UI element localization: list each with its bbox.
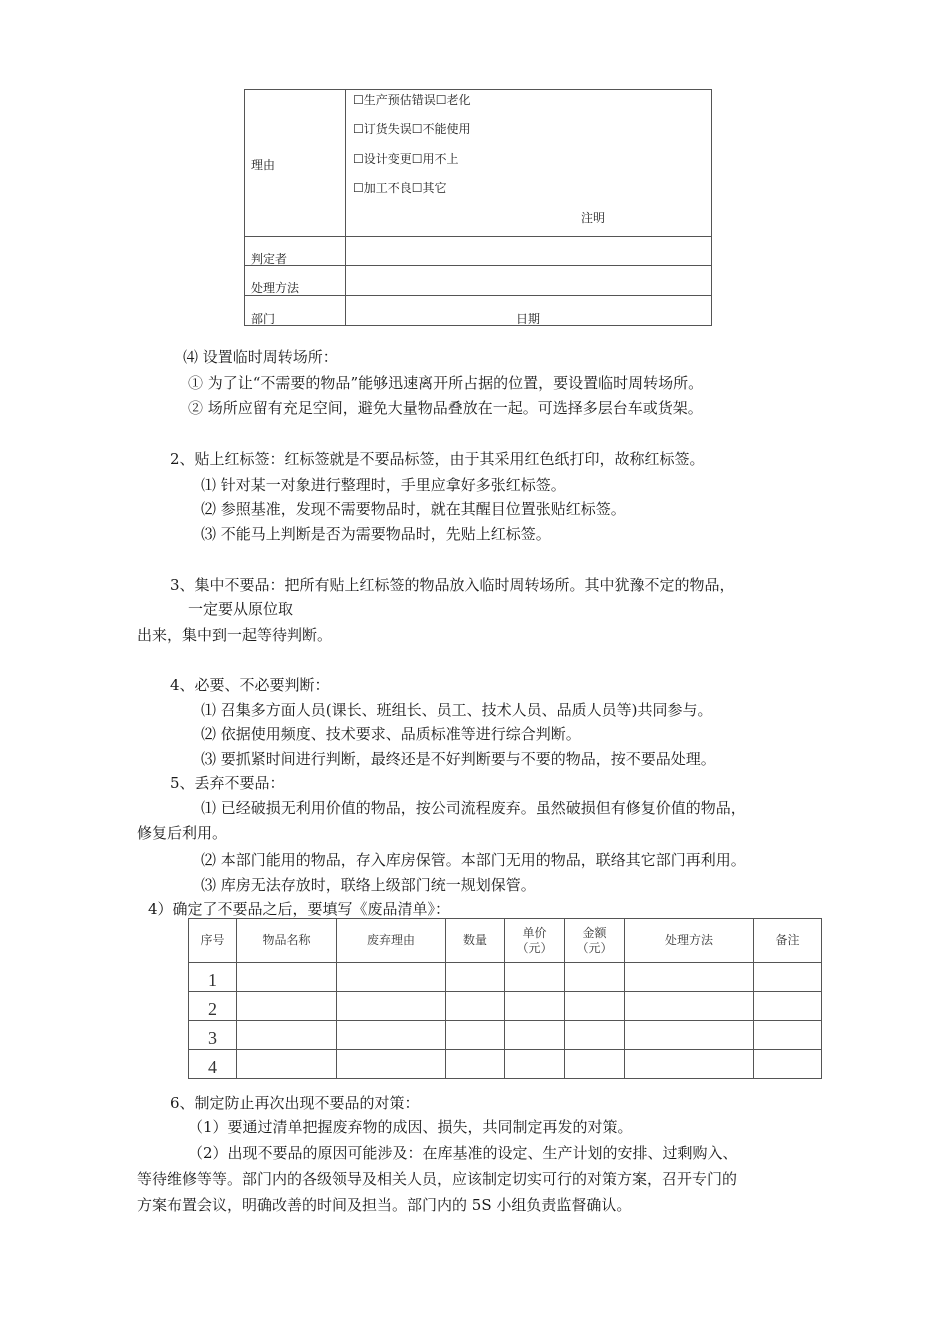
section-title: 2、贴上红标签：红标签就是不要品标签，由于其采用红色纸打印，故称红标签。 [170, 450, 705, 468]
header-quantity: 数量 [446, 919, 505, 963]
row-index: 2 [189, 992, 237, 1021]
dept-label: 部门 [251, 312, 276, 326]
header-amount-unit: （元） [576, 940, 613, 955]
table-row [189, 1021, 822, 1050]
table-row [189, 963, 822, 992]
header-reason: 废弃理由 [337, 919, 446, 963]
judge-label: 判定者 [251, 252, 288, 266]
paragraph-line: 等待维修等等。部门内的各级领导及相关人员，应该制定切实可行的对策方案，召开专门的 [137, 1170, 738, 1188]
list-item: ② 场所应留有充足空间，避免大量物品叠放在一起。可选择多层台车或货架。 [188, 399, 703, 417]
waste-list-title: 4）确定了不要品之后，要填写《废品清单》： [148, 900, 451, 918]
section-title: 6、制定防止再次出现不要品的对策： [170, 1094, 420, 1112]
list-item: ⑵ 参照基准，发现不需要物品时，就在其醒目位置张贴红标签。 [201, 500, 626, 518]
header-index: 序号 [189, 919, 237, 963]
row-index: 4 [189, 1050, 237, 1079]
paragraph-line: 一定要从原位取 [188, 600, 294, 618]
list-item: ⑴ 针对某一对象进行整理时，手里应拿好多张红标签。 [201, 476, 566, 494]
section-title: 5、丢弃不要品： [170, 774, 285, 792]
header-unit-price-unit: （元） [516, 940, 553, 955]
paragraph-line: 出来，集中到一起等待判断。 [137, 626, 333, 644]
list-item: ⑵ 依据使用频度、技术要求、品质标准等进行综合判断。 [201, 725, 581, 743]
reason-option: ☐加工不良☐其它 [353, 181, 447, 195]
header-unit-price-label: 单价 [522, 925, 547, 940]
table-header-row [189, 919, 822, 963]
reason-option: ☐订货失误☐不能使用 [353, 122, 471, 136]
date-label: 日期 [516, 312, 541, 326]
paragraph-line: 修复后利用。 [137, 824, 228, 842]
section-title: 4、必要、不必要判断： [170, 676, 330, 694]
method-label: 处理方法 [251, 281, 300, 295]
list-item: ⑶ 库房无法存放时，联络上级部门统一规划保管。 [201, 876, 536, 894]
reason-option: ☐生产预估错误☐老化 [353, 93, 471, 107]
table-row [189, 1050, 822, 1079]
list-item: （1）要通过清单把握废弃物的成因、损失，共同制定再发的对策。 [188, 1118, 633, 1136]
row-index: 3 [189, 1021, 237, 1050]
header-item-name: 物品名称 [237, 919, 337, 963]
section-title: ⑷ 设置临时周转场所： [183, 348, 338, 366]
reason-option: ☐设计变更☐用不上 [353, 152, 459, 166]
list-item: ① 为了让“不需要的物品”能够迅速离开所占据的位置，要设置临时周转场所。 [188, 374, 704, 392]
list-item: ⑶ 要抓紧时间进行判断，最终还是不好判断要与不要的物品，按不要品处理。 [201, 750, 716, 768]
table-row [189, 992, 822, 1021]
reason-label: 理由 [251, 158, 276, 172]
waste-list-table [188, 918, 822, 1079]
header-remarks: 备注 [754, 919, 822, 963]
note-label: 注明 [581, 211, 606, 225]
list-item: ⑵ 本部门能用的物品，存入库房保管。本部门无用的物品，联络其它部门再利用。 [201, 851, 746, 869]
list-item: ⑴ 已经破损无利用价值的物品，按公司流程废弃。虽然破损但有修复价值的物品， [201, 799, 746, 817]
header-method: 处理方法 [625, 919, 754, 963]
header-amount-label: 金额 [582, 925, 607, 940]
section-title: 3、集中不要品：把所有贴上红标签的物品放入临时周转场所。其中犹豫不定的物品， [170, 576, 735, 594]
header-amount [565, 919, 625, 963]
list-item: ⑶ 不能马上判断是否为需要物品时，先贴上红标签。 [201, 525, 551, 543]
header-unit-price [505, 919, 565, 963]
row-index: 1 [189, 963, 237, 992]
list-item: ⑴ 召集多方面人员(课长、班组长、员工、技术人员、品质人员等)共同参与。 [201, 701, 713, 719]
paragraph-line: 方案布置会议，明确改善的时间及担当。部门内的 5S 小组负责监督确认。 [137, 1196, 632, 1214]
list-item: （2）出现不要品的原因可能涉及：在库基准的设定、生产计划的安排、过剩购入、 [188, 1144, 738, 1162]
